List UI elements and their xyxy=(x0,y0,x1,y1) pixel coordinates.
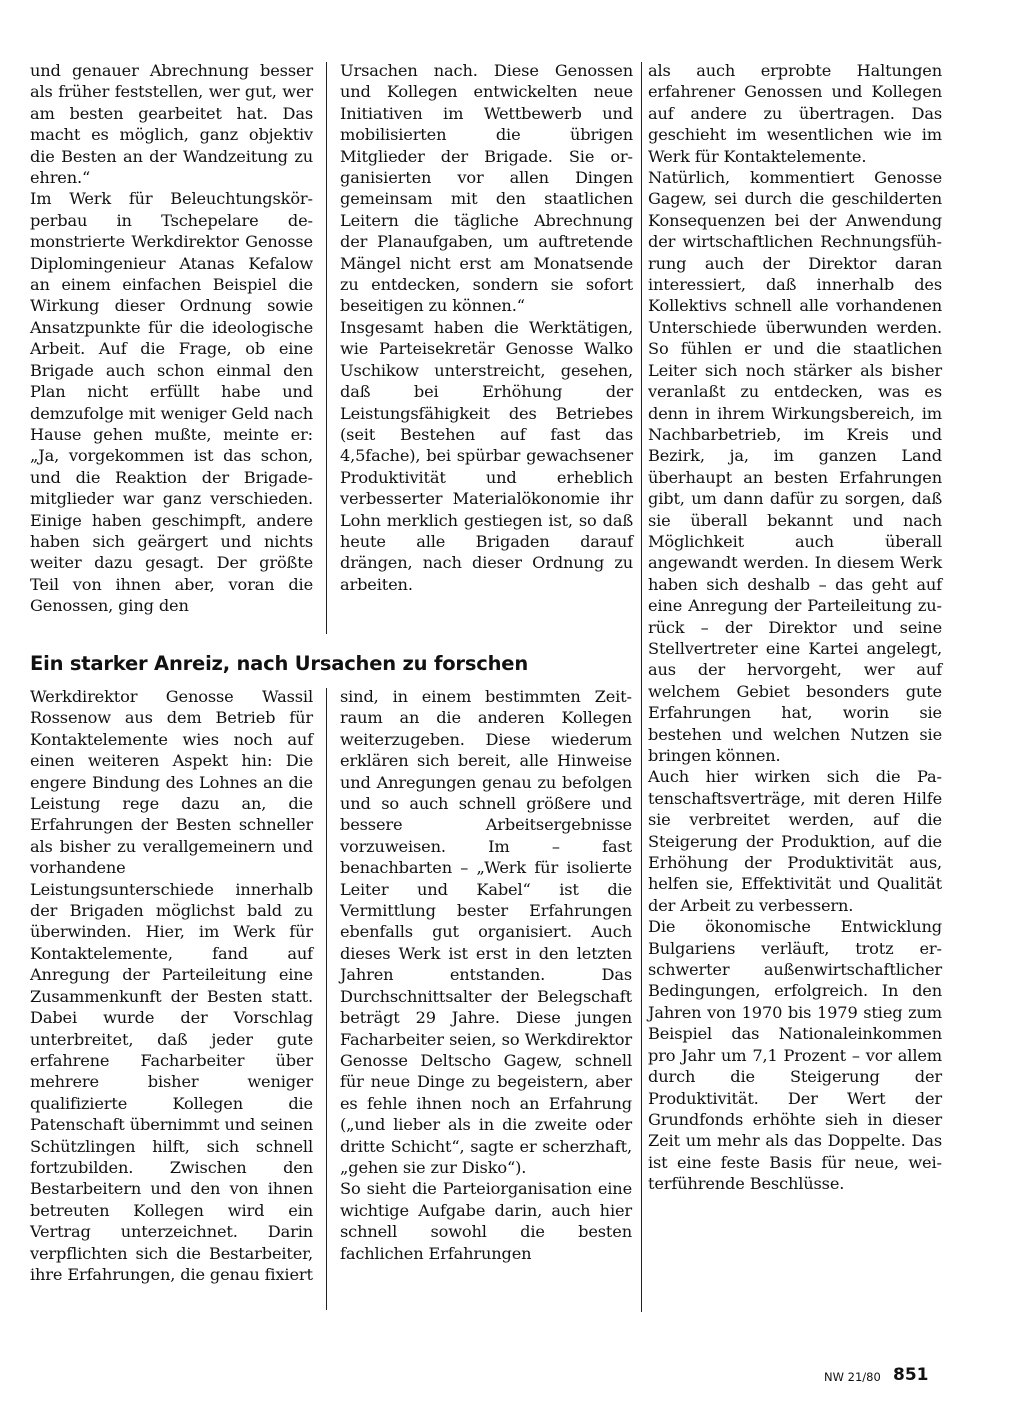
paragraph: als auch erprobte Haltungen erfahrener Genossen und Kollegen auf andere zu übertragen. Das geschieht im wesentlichen wie im Werk für Kontaktelemente. xyxy=(648,61,942,166)
article-column-1 xyxy=(30,60,313,617)
paragraph: Natürlich, kommentiert Genosse Gagew, sei durch die geschilderten Konsequenzen bei der Anwendung der wirtschaftlichen Rechnungsführung auch der Direktor daran interessiert, daß innerhalb des Kollektivs schnell alle vorhandenen Unterschiede überwunden werden. So fühlen er und die staatlichen Leiter sich noch stärker als bisher veranlaßt zu entdecken, was es denn in ihrem Wirkungsbereich, im Nachbarbetrieb, im Kreis und Bezirk, ja, im ganzen Land überhaupt an besten Erfahrungen gibt, um dann dafür zu sorgen, daß sie überall bekannt und nach Möglichkeit auch überall angewandt werden. In diesem Werk haben sich deshalb – das geht auf eine Anregung der Parteileitung zurück – der Direktor und seine Stellvertreter eine Kartei angelegt, aus der hervorgeht, wer auf welchem Gebiet besonders gute Erfahrungen hat, worin sie bestehen und welchen Nutzen sie bringen können. xyxy=(648,168,942,765)
paragraph: Im Werk für Beleuchtungskörperbau in Tschepelare demonstrierte Werkdirektor Genosse Diplomingenieur Atanas Kefalow an einem einfachen Beispiel die Wirkung dieser Ordnung sowie Ansatzpunkte für die ideologische Arbeit. Auf die Frage, ob eine Brigade auch schon einmal den Plan nicht erfüllt habe und demzufolge mit weniger Geld nach Hause gehen mußte, meinte er: „Ja, vorgekommen ist das schon, und die Reaktion der Brigademitglieder war ganz verschieden. Einige haben geschimpft, andere haben sich geärgert und nichts weiter dazu gesagt. Der größte Teil von ihnen aber, voran die Genossen, ging den xyxy=(30,189,313,616)
article-column-2 xyxy=(340,60,633,595)
page-number: 851 xyxy=(893,1365,929,1385)
article-column-4 xyxy=(30,686,313,1285)
column-divider xyxy=(326,62,327,634)
article-column-3 xyxy=(648,60,942,1195)
paragraph: Auch hier wirken sich die Patenschaftsverträge, mit deren Hilfe sie verbreitet werden, auf die Steigerung der Produktion, auf die Erhöhung der Produktivität aus, helfen sie, Effektivität und Qualität der Arbeit zu verbessern. xyxy=(648,767,942,915)
paragraph: Insgesamt haben die Werktätigen, wie Parteisekretär Genosse Walko Uschikow unterstreicht, gesehen, daß bei Erhöhung der Leistungsfähigkeit des Betriebes (seit Bestehen auf fast das 4,5fache), bei spürbar gewachsener Produktivität und erheblich verbesserter Materialökonomie ihr Lohn merklich gestiegen ist, so daß heute alle Brigaden darauf drängen, nach dieser Ordnung zu arbeiten. xyxy=(340,317,633,594)
column-divider xyxy=(326,688,327,1310)
paragraph: Werkdirektor Genosse Wassil Rossenow aus dem Betrieb für Kontaktelemente wies noch auf einen weiteren Aspekt hin: Die engere Bindung des Lohnes an die Leistung rege dazu an, die Erfahrungen der Besten schneller als bisher zu verallgemeinern und vorhandene Leistungsunterschiede innerhalb der Brigaden möglichst bald zu überwinden. Hier, im Werk für Kontaktelemente, fand auf Anregung der Parteileitung eine Zusammenkunft der Besten statt. Dabei wurde der Vorschlag unterbreitet, daß jeder gute erfahrene Facharbeiter über mehrere bisher weniger qualifizierte Kollegen die Patenschaft übernimmt und seinen Schützlingen hilft, sich schnell fortzubilden. Zwischen den Bestarbeitern und den von ihnen betreuten Kollegen wird ein Vertrag unterzeichnet. Darin verpflichten sich die Bestarbeiter, ihre Erfahrungen, die genau fixiert xyxy=(30,687,313,1284)
paragraph: Ursachen nach. Diese Genossen und Kollegen entwickelten neue Initiativen im Wettbewerb und mobilisierten die übrigen Mitglieder der Brigade. Sie organisierten vor allen Dingen gemeinsam mit den staatlichen Leitern die tägliche Abrechnung der Planaufgaben, um auftretende Mängel nicht erst am Monatsende zu entdecken, sondern sie sofort beseitigen zu können.“ xyxy=(340,61,633,316)
column-divider xyxy=(641,62,642,1312)
issue-label: NW 21/80 xyxy=(824,1370,881,1384)
section-heading: Ein starker Anreiz, nach Ursachen zu forschen xyxy=(30,652,529,675)
paragraph: sind, in einem bestimmten Zeitraum an die anderen Kollegen weiterzugeben. Diese wiederum erklären sich bereit, alle Hinweise und Anregungen genau zu befolgen und so auch schnell größere und bessere Arbeitsergebnisse vorzuweisen. Im – fast benachbarten – „Werk für isolierte Leiter und Kabel“ ist die Vermittlung bester Erfahrungen ebenfalls gut organisiert. Auch dieses Werk ist erst in den letzten Jahren entstanden. Das Durchschnittsalter der Belegschaft beträgt 29 Jahre. Diese jungen Facharbeiter seien, so Werkdirektor Genosse Deltscho Gagew, schnell für neue Dinge zu begeistern, aber es fehle ihnen noch an Erfahrung („und lieber als in die zweite oder dritte Schicht“, sagte er scherzhaft, „gehen sie zur Disko“). xyxy=(340,687,632,1177)
paragraph: Die ökonomische Entwicklung Bulgariens verläuft, trotz erschwerter außenwirtschaftlicher Bedingungen, erfolgreich. In den Jahren von 1970 bis 1979 stieg zum Beispiel das Nationaleinkommen pro Jahr um 7,1 Prozent – vor allem durch die Steigerung der Produktivität. Der Wert der Grundfonds erhöhte sieh in dieser Zeit um mehr als das Doppelte. Das ist eine feste Basis für neue, weiterführende Beschlüsse. xyxy=(648,917,942,1194)
paragraph: So sieht die Parteiorganisation eine wichtige Aufgabe darin, auch hier schnell sowohl die besten fachlichen Erfahrungen xyxy=(340,1179,632,1263)
paragraph: und genauer Abrechnung besser als früher feststellen, wer gut, wer am besten gearbeitet hat. Das macht es möglich, ganz objektiv die Besten an der Wandzeitung zu ehren.“ xyxy=(30,61,313,188)
article-column-5 xyxy=(340,686,632,1264)
